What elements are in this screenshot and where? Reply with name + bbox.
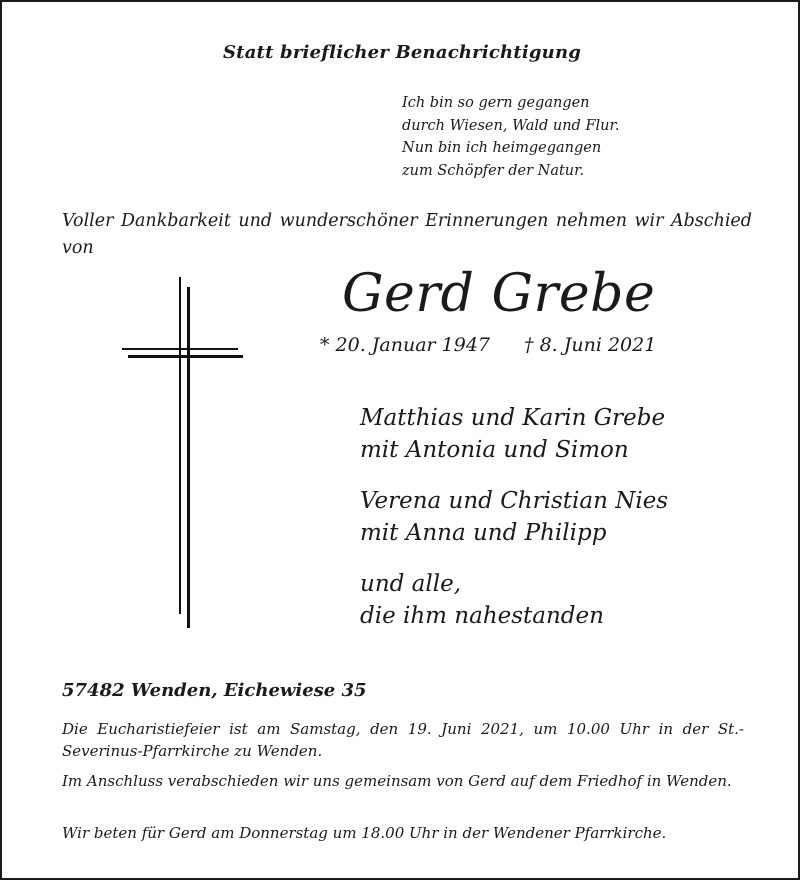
cross-icon-vertical-thick — [187, 287, 190, 628]
family-line: die ihm nahestanden — [360, 603, 604, 629]
poem-line: zum Schöpfer der Natur. — [402, 162, 585, 179]
announcement-burial: Im Anschluss verabschieden wir uns gemeinsam von Gerd auf dem Friedhof in Wenden. — [62, 772, 732, 790]
address: 57482 Wenden, Eichewiese 35 — [62, 680, 367, 701]
intro-text: Voller Dankbarkeit und wunderschöner Erinnerungen nehmen wir Abschied von — [62, 211, 752, 258]
family-group — [360, 402, 665, 466]
poem-line: durch Wiesen, Wald und Flur. — [402, 117, 620, 134]
poem-line: Ich bin so gern gegangen — [402, 95, 590, 111]
life-dates — [320, 334, 656, 356]
family-group — [360, 568, 604, 632]
family-line: mit Antonia und Simon — [360, 437, 629, 463]
cross-icon-horizontal-thin — [122, 348, 238, 350]
cross-icon-vertical-thin — [179, 277, 181, 614]
family-group — [360, 485, 668, 549]
family-line: Matthias und Karin Grebe — [360, 405, 666, 431]
family-line: und alle, — [360, 571, 462, 597]
birth-date: * 20. Januar 1947 — [320, 334, 491, 356]
cross-icon-horizontal-thick — [128, 355, 243, 358]
deceased-name: Gerd Grebe — [342, 264, 656, 324]
announcement-prayer: Wir beten für Gerd am Donnerstag um 18.00 Uhr in der Wendener Pfarrkirche. — [62, 824, 667, 842]
announcement-mass: Die Eucharistiefeier ist am Samstag, den 19. Juni 2021, um 10.00 Uhr in der St.-Severinus-Pfarrkirche zu Wenden. — [62, 720, 744, 760]
death-date: † 8. Juni 2021 — [524, 334, 657, 356]
family-line: mit Anna und Philipp — [360, 520, 607, 546]
poem — [402, 92, 619, 182]
poem-line: Nun bin ich heimgegangen — [402, 140, 602, 156]
family-line: Verena und Christian Nies — [360, 488, 669, 514]
notice-headline: Statt brieflicher Benachrichtigung — [222, 42, 582, 63]
